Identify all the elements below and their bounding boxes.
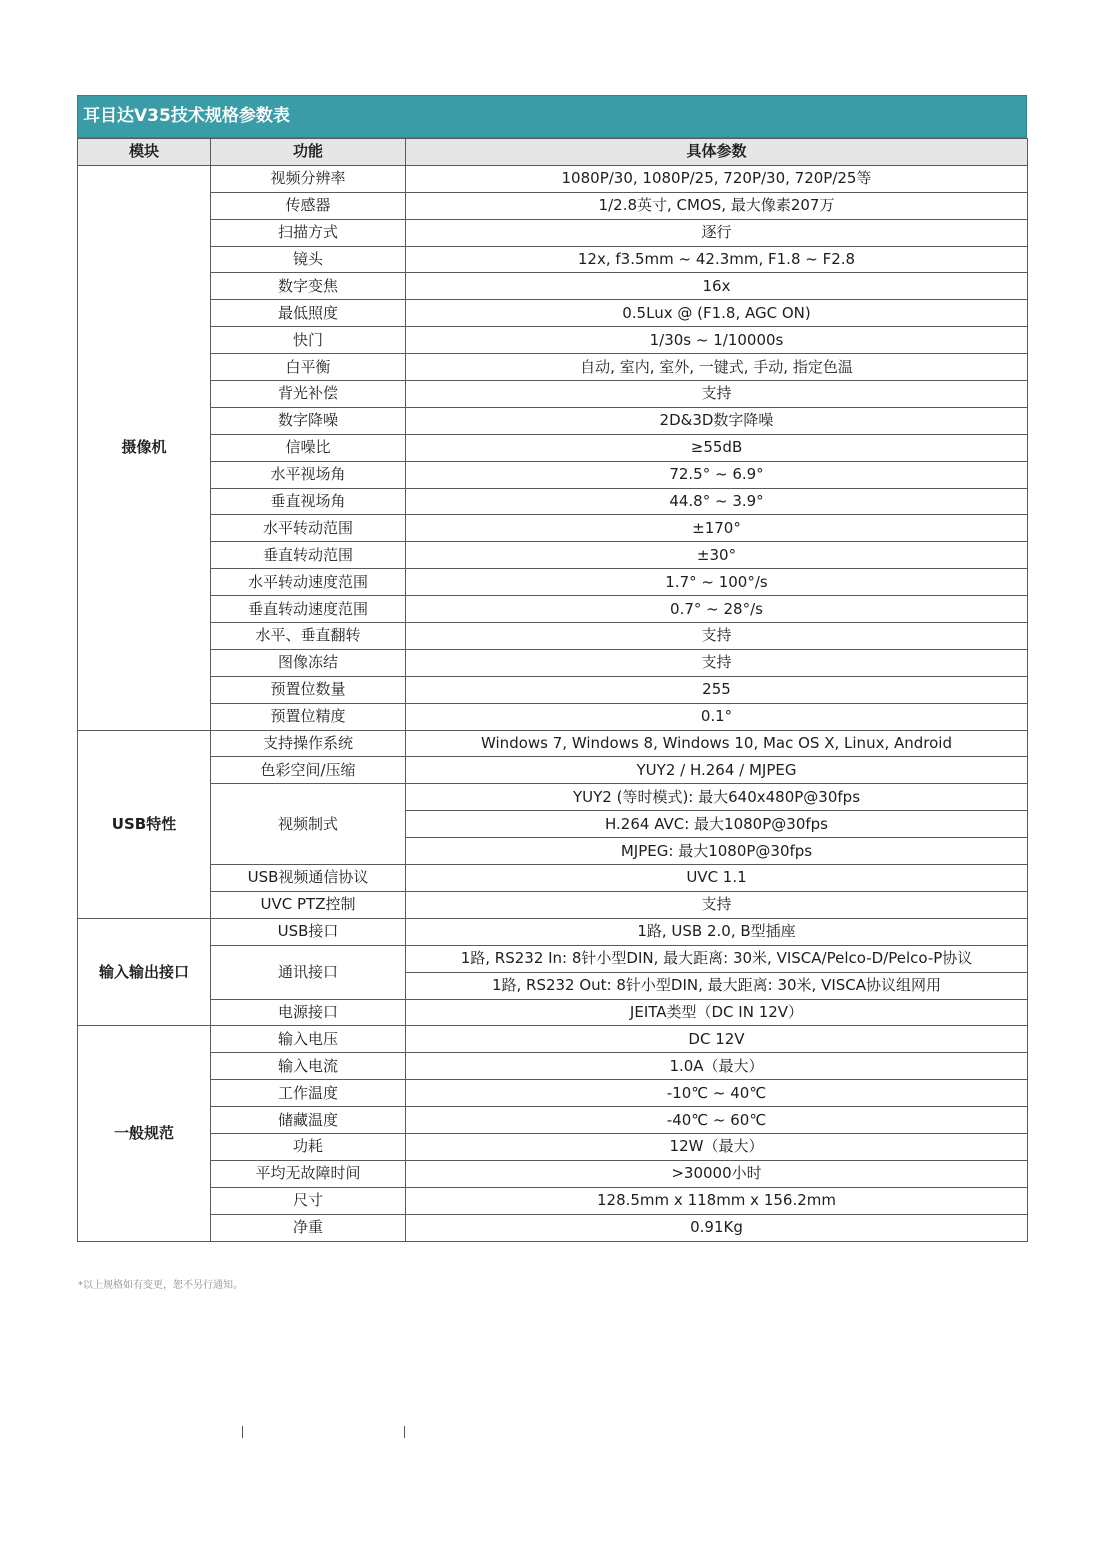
value-cell: 1路, RS232 In: 8针小型DIN, 最大距离: 30米, VISCA/Pelco-D/Pelco-P协议	[406, 945, 1028, 972]
table-row	[78, 865, 1028, 892]
feature-cell: 水平转动速度范围	[211, 569, 406, 596]
value-cell: ≥55dB	[406, 434, 1028, 461]
feature-cell: 输入电压	[211, 1026, 406, 1053]
table-row	[78, 300, 1028, 327]
feature-cell: USB接口	[211, 918, 406, 945]
value-cell: 0.91Kg	[406, 1214, 1028, 1241]
table-body	[78, 165, 1028, 1241]
feature-cell: 工作温度	[211, 1080, 406, 1107]
value-cell: H.264 AVC: 最大1080P@30fps	[406, 811, 1028, 838]
value-cell: 逐行	[406, 219, 1028, 246]
value-cell: 1路, RS232 Out: 8针小型DIN, 最大距离: 30米, VISCA协议组网用	[406, 972, 1028, 999]
value-cell: 1/30s ~ 1/10000s	[406, 327, 1028, 354]
value-cell: MJPEG: 最大1080P@30fps	[406, 838, 1028, 865]
feature-cell: 最低照度	[211, 300, 406, 327]
feature-cell: 白平衡	[211, 354, 406, 381]
value-cell: 支持	[406, 649, 1028, 676]
value-cell: 支持	[406, 891, 1028, 918]
table-row	[78, 999, 1028, 1026]
table-row	[78, 354, 1028, 381]
feature-cell: 输入电流	[211, 1053, 406, 1080]
feature-cell: 垂直转动速度范围	[211, 596, 406, 623]
table-row	[78, 246, 1028, 273]
value-cell: 2D&3D数字降噪	[406, 407, 1028, 434]
value-cell: 1/2.8英寸, CMOS, 最大像素207万	[406, 192, 1028, 219]
feature-cell: 传感器	[211, 192, 406, 219]
value-cell: 255	[406, 676, 1028, 703]
value-cell: 1.7° ~ 100°/s	[406, 569, 1028, 596]
value-cell: 1路, USB 2.0, B型插座	[406, 918, 1028, 945]
feature-cell: 背光补偿	[211, 381, 406, 408]
value-cell: Windows 7, Windows 8, Windows 10, Mac OS X, Linux, Android	[406, 730, 1028, 757]
table-row	[78, 676, 1028, 703]
table-row	[78, 757, 1028, 784]
table-row	[78, 1187, 1028, 1214]
table-row	[78, 327, 1028, 354]
feature-cell: 数字变焦	[211, 273, 406, 300]
header-feature: 功能	[211, 139, 406, 166]
value-cell: 12x, f3.5mm ~ 42.3mm, F1.8 ~ F2.8	[406, 246, 1028, 273]
value-cell: UVC 1.1	[406, 865, 1028, 892]
feature-cell: 垂直视场角	[211, 488, 406, 515]
table-header-row	[78, 139, 1028, 166]
table-row	[78, 569, 1028, 596]
table-row	[78, 1133, 1028, 1160]
feature-cell: 水平视场角	[211, 461, 406, 488]
value-cell: YUY2 / H.264 / MJPEG	[406, 757, 1028, 784]
table-row	[78, 1080, 1028, 1107]
value-cell: 72.5° ~ 6.9°	[406, 461, 1028, 488]
header-module: 模块	[78, 139, 211, 166]
spec-table-container	[77, 95, 1027, 1242]
value-cell: JEITA类型（DC IN 12V）	[406, 999, 1028, 1026]
value-cell: 12W（最大）	[406, 1133, 1028, 1160]
value-cell: 0.1°	[406, 703, 1028, 730]
feature-cell: 色彩空间/压缩	[211, 757, 406, 784]
feature-cell: 平均无故障时间	[211, 1160, 406, 1187]
table-row	[78, 407, 1028, 434]
module-cell: 输入输出接口	[78, 918, 211, 1026]
feature-cell: 扫描方式	[211, 219, 406, 246]
feature-cell: 垂直转动范围	[211, 542, 406, 569]
feature-cell: 尺寸	[211, 1187, 406, 1214]
table-row	[78, 784, 1028, 811]
table-row	[78, 515, 1028, 542]
divider-mark	[242, 1426, 243, 1438]
value-cell: 自动, 室内, 室外, 一键式, 手动, 指定色温	[406, 354, 1028, 381]
table-row	[78, 649, 1028, 676]
feature-cell: 电源接口	[211, 999, 406, 1026]
value-cell: 128.5mm x 118mm x 156.2mm	[406, 1187, 1028, 1214]
feature-cell: 功耗	[211, 1133, 406, 1160]
value-cell: >30000小时	[406, 1160, 1028, 1187]
table-row	[78, 165, 1028, 192]
feature-cell: 图像冻结	[211, 649, 406, 676]
value-cell: YUY2 (等时模式): 最大640x480P@30fps	[406, 784, 1028, 811]
footnote: *以上规格如有变更，恕不另行通知。	[78, 1280, 243, 1291]
table-title: 耳目达V35技术规格参数表	[77, 95, 1027, 138]
feature-cell: 水平、垂直翻转	[211, 623, 406, 650]
table-row	[78, 1160, 1028, 1187]
feature-cell: 通讯接口	[211, 945, 406, 999]
table-row	[78, 891, 1028, 918]
feature-cell: 支持操作系统	[211, 730, 406, 757]
table-row	[78, 1107, 1028, 1134]
feature-cell: 储藏温度	[211, 1107, 406, 1134]
header-parameters: 具体参数	[406, 139, 1028, 166]
feature-cell: 预置位精度	[211, 703, 406, 730]
feature-cell: 数字降噪	[211, 407, 406, 434]
table-row	[78, 1053, 1028, 1080]
spec-table	[77, 138, 1028, 1242]
value-cell: 支持	[406, 623, 1028, 650]
table-row	[78, 434, 1028, 461]
table-row	[78, 542, 1028, 569]
table-row	[78, 730, 1028, 757]
value-cell: 0.5Lux @ (F1.8, AGC ON)	[406, 300, 1028, 327]
value-cell: ±30°	[406, 542, 1028, 569]
feature-cell: 视频制式	[211, 784, 406, 865]
value-cell: 1.0A（最大）	[406, 1053, 1028, 1080]
value-cell: -10℃ ~ 40℃	[406, 1080, 1028, 1107]
table-row	[78, 381, 1028, 408]
table-row	[78, 945, 1028, 972]
feature-cell: 水平转动范围	[211, 515, 406, 542]
table-row	[78, 1214, 1028, 1241]
value-cell: 44.8° ~ 3.9°	[406, 488, 1028, 515]
table-row	[78, 1026, 1028, 1053]
feature-cell: UVC PTZ控制	[211, 891, 406, 918]
divider-mark	[404, 1426, 405, 1438]
table-row	[78, 596, 1028, 623]
value-cell: 0.7° ~ 28°/s	[406, 596, 1028, 623]
module-cell: USB特性	[78, 730, 211, 918]
feature-cell: USB视频通信协议	[211, 865, 406, 892]
table-row	[78, 488, 1028, 515]
feature-cell: 净重	[211, 1214, 406, 1241]
value-cell: ±170°	[406, 515, 1028, 542]
module-cell: 一般规范	[78, 1026, 211, 1241]
table-row	[78, 623, 1028, 650]
table-row	[78, 703, 1028, 730]
value-cell: 1080P/30, 1080P/25, 720P/30, 720P/25等	[406, 165, 1028, 192]
module-cell: 摄像机	[78, 165, 211, 730]
value-cell: 支持	[406, 381, 1028, 408]
value-cell: -40℃ ~ 60℃	[406, 1107, 1028, 1134]
value-cell: 16x	[406, 273, 1028, 300]
value-cell: DC 12V	[406, 1026, 1028, 1053]
feature-cell: 预置位数量	[211, 676, 406, 703]
feature-cell: 视频分辨率	[211, 165, 406, 192]
feature-cell: 信噪比	[211, 434, 406, 461]
table-row	[78, 273, 1028, 300]
table-row	[78, 219, 1028, 246]
feature-cell: 镜头	[211, 246, 406, 273]
table-row	[78, 192, 1028, 219]
table-row	[78, 461, 1028, 488]
feature-cell: 快门	[211, 327, 406, 354]
table-row	[78, 918, 1028, 945]
